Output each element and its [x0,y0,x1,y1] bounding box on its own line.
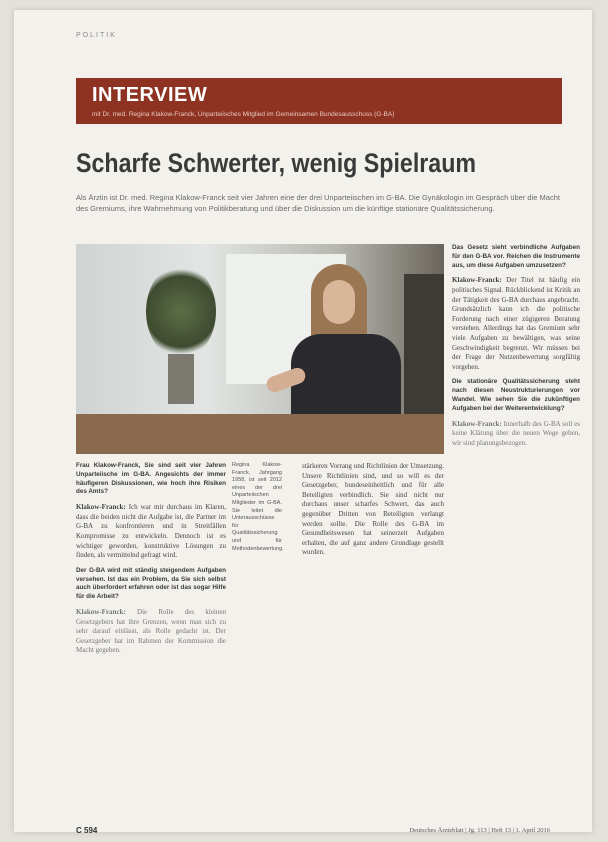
answer-right-1-text: Der Titel ist häufig ein politisches Signal. Rückblickend ist Kritik an der Tätigkeit des G-BA durchaus angebracht. Grundsätzlich kann ich die politische Forderung nach einer zügigeren Beratung verstehen. Allerdings hat das Gremium sehr viele Aufgaben zu bewältigen, was seine Geschwindigkeit begrenzt. Wir müssen bei der Frage der Nutzenbewertung sorgfältig vorgehen. [452,276,581,371]
answer-right-1 [452,276,580,372]
article-headline: Scharfe Schwerter, wenig Spielraum [76,148,477,178]
photo-table [76,414,444,454]
answer-right-2-text: Innerhalb des G-BA soll es keine Klärung über die neuen Wege geben, wir sind planungsbezogen. [452,419,581,447]
interview-banner [76,78,562,124]
interview-photo [76,244,444,454]
photo-plant [146,264,216,359]
answer-1-text: Ich war mir durchaus im Klaren, dass die beiden nicht die Aufgabe ist, die Partner im G-BA zu konfrontieren und in Streitfällen Kompromisse zu entwickeln. Dennoch ist es wichtiger geworden, konstruktive Lösungen zu finden, als vermittelnd gefragt wird. [76,503,226,560]
answer-2-text: Die Rolle des kleinen Gesetzgebers hat ihre Grenzen, wenn man sich zu sehr darauf einlässt, als Rolle gedacht ist. Der Gesetzgeber hat im Rahmen der Kommission die Macht gegeben. [76,607,226,655]
answer-1 [76,503,226,561]
magazine-page [14,10,592,835]
question-1: Frau Klakow-Franck, Sie sind seit vier Jahren Unparteiische im G-BA. Angesichts der immer häufigeren Diskussionen, wie hoch ihre Risiken des Amts? [76,462,226,496]
speaker-name-right-2: Klakow-Franck: [452,419,502,428]
article-column-4 [452,244,580,454]
question-right-1: Das Gesetz sieht verbindliche Aufgaben für den G-BA vor. Reichen die Instrumente aus, um diese Aufgaben umzusetzen? [452,244,580,269]
page-number: C 594 [76,826,98,835]
answer-2 [76,608,226,656]
photo-plant-pot [168,354,194,404]
article-column-3: stärkeren Vorrang und Richtlinien der Umsetzung. Unsere Richtlinien sind, und so will es der Gesetzgeber, bundeseinheitlich und für alle Beteiligten verbindlich. Sie sind nicht nur durchaus unser scharfes Schwert, das auch gegenüber Dritten von Beteiligten verlangt werden sollte. Die Rolle des G-BA im Gesundheitswesen hat seinerzeit Aufgaben erhalten, die auf ganz andere Grundlage gestellt wurden. [302,462,444,557]
answer-right-2 [452,420,580,449]
article-column-1 [76,462,226,662]
question-2: Der G-BA wird mit ständig steigendem Aufgaben versehen. Ist das ein Problem, da Sie sich selbst auch überfordert erfahren oder ist das sogar Hilfe für die Arbeit? [76,566,226,601]
banner-subtitle: mit Dr. med. Regina Klakow-Franck, Unparteiisches Mitglied im Gemeinsamen Bundesausschuss (G-BA) [92,111,395,118]
bio-sidebar: Regina Klakow-Franck, Jahrgang 1958, ist seit 2012 eines der drei Unparteiischen Mitglieder im G-BA. Sie leitet die Unterausschüsse für Qualitätssicherung und für Methodenbewertung. [232,462,284,552]
speaker-name-right: Klakow-Franck: [452,276,502,285]
speaker-name-2: Klakow-Franck: [76,607,126,616]
banner-title: INTERVIEW [92,84,208,106]
speaker-name: Klakow-Franck: [76,503,126,512]
section-label: POLITIK [76,32,117,39]
photo-person-face [323,280,355,324]
question-right-2: Die stationäre Qualitätssicherung steht nach diesen Neustrukturierungen vor Wandel. Wie sehen Sie die zukünftigen Aufgaben bei der Weiterentwicklung? [452,378,580,412]
journal-citation: Deutsches Ärzteblatt | Jg. 113 | Heft 13 | 1. April 2016 [409,827,550,834]
article-intro: Als Ärztin ist Dr. med. Regina Klakow-Franck seit vier Jahren eine der drei Unparteiischen im G-BA. Die Gynäkologin im Gespräch über die Macht des Gremiums, ihre Wahrnehmung von Politikberatung und über die Diskussion um die künftige stationäre Qualitätssicherung. [76,193,560,213]
